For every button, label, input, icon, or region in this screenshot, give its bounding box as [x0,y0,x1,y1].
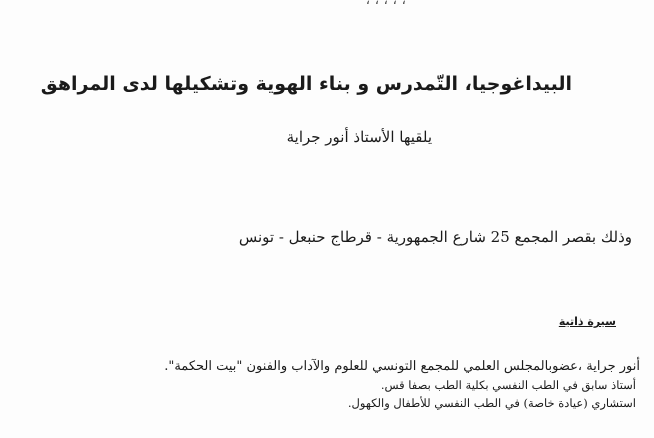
lecture-presenter: يلقيها الأستاذ أنور جراية [286,128,432,146]
top-cutoff-text: ، ، ، ، ، [365,0,406,8]
bio-line: استشاري (عيادة خاصة) في الطب النفسي للأطفال والكهول. [347,396,636,410]
lecture-location: وذلك بقصر المجمع 25 شارع الجمهورية - قرطاج حنبعل - تونس [238,228,632,246]
lecture-title: البيداغوجيا، التّمدرس و بناء الهوية وتشكيلها لدى المراهق [40,73,572,95]
bio-heading: سيرة ذاتية [558,315,616,328]
bio-line: أستاذ سابق في الطب النفسي بكلية الطب بصفا قس. [380,378,636,392]
bio-section [164,358,640,412]
bio-line: أنور جراية ،عضوبالمجلس العلمي للمجمع التونسي للعلوم والآداب والفنون "بيت الحكمة". [164,359,640,374]
